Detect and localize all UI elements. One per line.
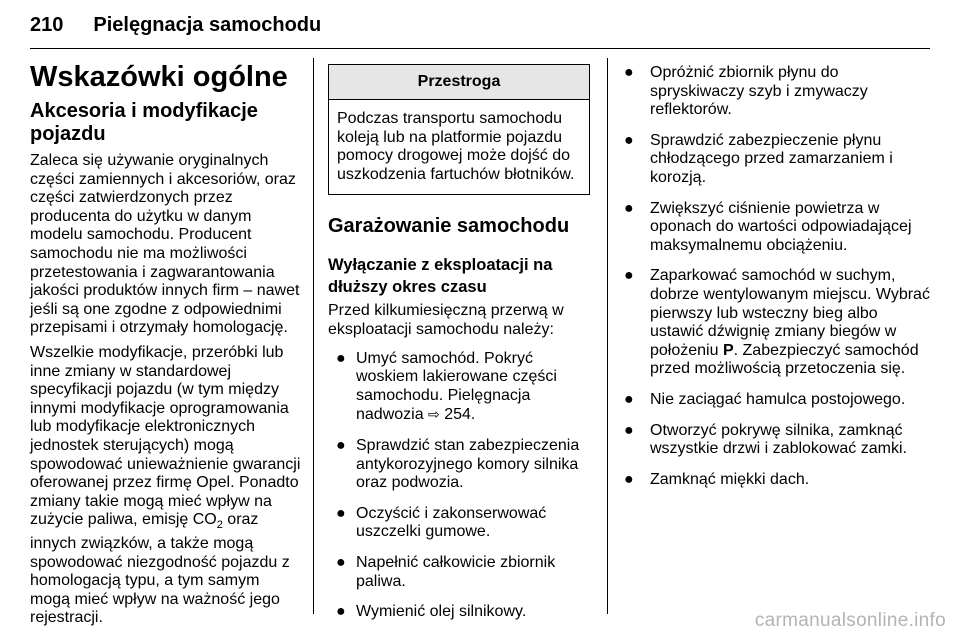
list-item (622, 471, 932, 490)
list-item (622, 64, 932, 120)
bullet-icon: ● (624, 421, 634, 439)
paragraph-genuine-parts: Zaleca się używanie oryginalnych części zamiennych i akcesoriów, oraz części zatwierdzonych przez producenta do użytku w danym modelu samochodu. Producent samochodu nie ma możliwości przetestowania i zagwarantowania jakości produktów innych firm – nawet jeśli są one zgodne z odpowiednimi przepisami i otrzymały homologację. (30, 152, 300, 337)
caution-box (328, 64, 590, 195)
watermark: carmanualsonline.info (754, 610, 946, 631)
storage-list (328, 350, 590, 622)
list-item-text: Opróżnić zbiornik płynu do spryskiwaczy szyb i zmywaczy reflektorów. (650, 64, 868, 119)
list-item (330, 554, 590, 591)
list-item (330, 350, 590, 425)
subheading-accessories: Akcesoria i modyfikacje pojazdu (30, 100, 258, 145)
list-item-text-part1: Zaparkować samochód w suchym, dobrze wentylowanym miejscu. Wybrać pierwszy lub wsteczny bieg albo ustawić dźwignię zmiany biegów w położeniu (650, 267, 930, 359)
list-item-text: Otworzyć pokrywę silnika, zamknąć wszystkie drzwi i zablokować zamki. (650, 421, 907, 458)
bullet-icon: ● (336, 349, 346, 367)
caution-body: Podczas transportu samochodu koleją lub na platformie pojazdu pomocy drogowej może dojść do uszkodzenia fartuchów błotników. (337, 110, 575, 183)
list-item (622, 267, 932, 379)
column-divider-1 (313, 58, 314, 614)
chapter-title: Pielęgnacja samochodu (93, 14, 322, 36)
page-header (30, 12, 930, 38)
paragraph-modifications-part2: oraz innych związków, a także mogą spowodować niezgodność pojazdu z homologacją typu, a tym samym mogą mieć wpływ na ważność jego rejestracji. (30, 511, 290, 627)
column-2 (328, 56, 590, 634)
list-item-text: Sprawdzić zabezpieczenie płynu chłodzącego przed zamarzaniem i korozją. (650, 131, 893, 186)
subheading-decommission: Wyłączanie z eksploatacji na dłuższy okres czasu (328, 256, 553, 297)
list-item-text: Nie zaciągać hamulca postojowego. (650, 390, 906, 408)
bullet-icon: ● (624, 199, 634, 217)
bullet-icon: ● (624, 131, 634, 149)
list-item-text: Oczyścić i zakonserwować uszczelki gumowe. (356, 504, 547, 541)
storage-intro: Przed kilkumiesięczną przerwą w eksploatacji samochodu należy: (328, 302, 564, 338)
column-3 (622, 64, 932, 501)
column-1 (30, 56, 302, 634)
list-item-text-part2: . Zabezpieczyć samochód przed możliwością przetoczenia się. (650, 341, 919, 378)
section-heading-general: Wskazówki ogólne (30, 61, 288, 93)
list-item-text: Wymienić olej silnikowy. (356, 603, 527, 621)
paragraph-modifications (30, 344, 302, 628)
header-rule (30, 48, 930, 49)
section-heading-storage: Garażowanie samochodu (328, 215, 570, 238)
list-item-text: Napełnić całkowicie zbiornik paliwa. (356, 553, 556, 590)
storage-list-continued (622, 64, 932, 489)
list-item-text: Zamknąć miękki dach. (650, 470, 810, 488)
bullet-icon: ● (624, 64, 634, 81)
list-item (330, 505, 590, 542)
list-item-text: Sprawdzić stan zabezpieczenia antykorozyjnego komory silnika oraz podwozia. (356, 436, 580, 492)
bullet-icon: ● (336, 603, 346, 621)
bullet-icon: ● (336, 504, 346, 522)
list-item-text: Zwiększyć ciśnienie powietrza w oponach do wartości odpowiadającej maksymalnemu obciążeniu. (650, 199, 912, 254)
page-reference-icon: ⇨ (428, 406, 440, 423)
list-item (330, 603, 590, 622)
list-item (622, 422, 932, 459)
bullet-icon: ● (624, 470, 634, 488)
column-divider-2 (607, 58, 608, 614)
list-item (622, 391, 932, 410)
bullet-icon: ● (624, 267, 634, 285)
page-number: 210 (30, 14, 64, 36)
page-reference-link[interactable]: 254. (444, 406, 476, 424)
caution-title: Przestroga (329, 65, 589, 100)
list-item (622, 132, 932, 188)
bullet-icon: ● (336, 436, 346, 454)
co2-subscript: 2 (216, 519, 223, 532)
bullet-icon: ● (336, 553, 346, 571)
list-item (330, 437, 590, 493)
list-item (622, 200, 932, 256)
list-item-text: Umyć samochód. Pokryć woskiem lakierowane części samochodu. Pielęgnacja nadwozia (356, 349, 557, 424)
paragraph-modifications-part1: Wszelkie modyfikacje, przeróbki lub inne zmiany w standardowej specyfikacji pojazdu (w tym między innymi modyfikacje oprogramowania lub modyfikacje elektronicznych jednostek sterujących) mogą spowodować unieważnienie gwarancji oferowanej przez firmę Opel. Ponadto zmiany takie mogą mieć wpływ na zużycie paliwa, emisję CO (30, 343, 301, 529)
gear-position-p: P (722, 341, 734, 359)
bullet-icon: ● (624, 390, 634, 408)
